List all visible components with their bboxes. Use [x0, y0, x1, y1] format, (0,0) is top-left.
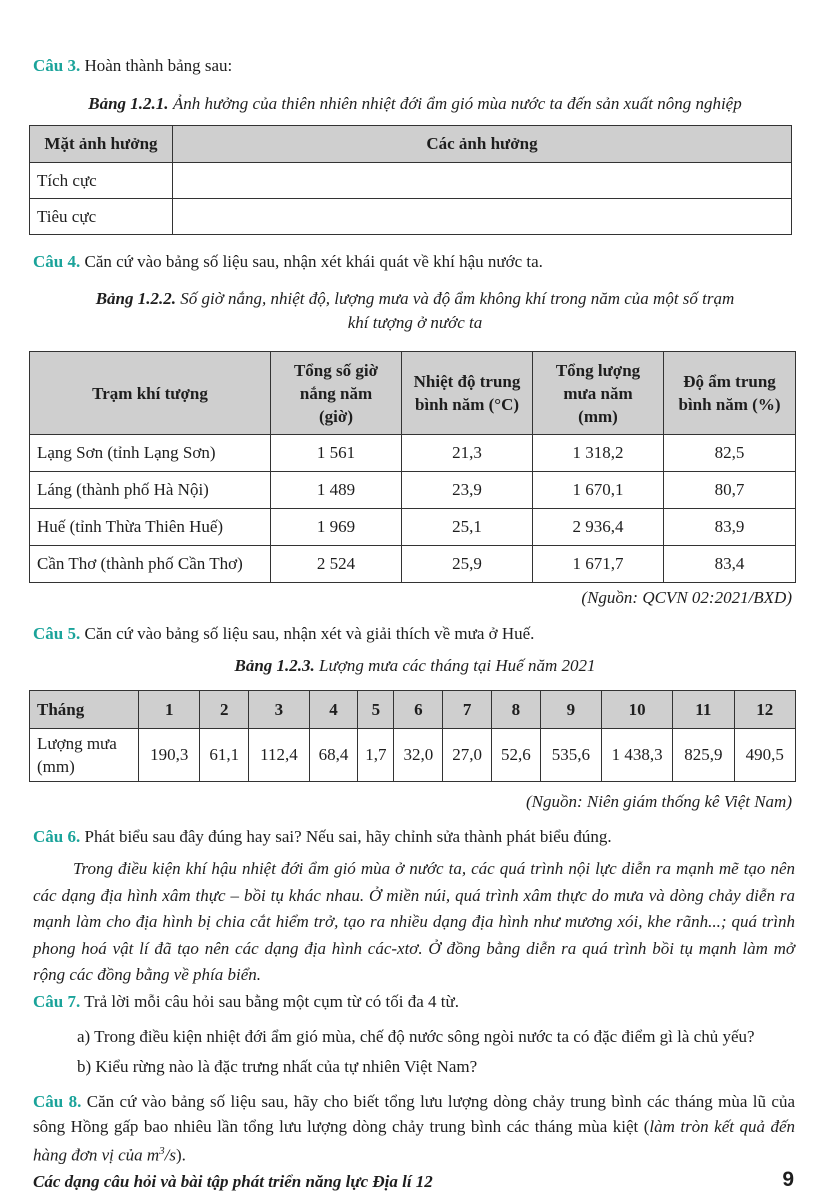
- month-cell: 8: [491, 691, 540, 729]
- caption-number: Bảng 1.2.3.: [234, 656, 315, 675]
- table-row: [30, 509, 796, 546]
- sunshine-value: 1 561: [271, 435, 402, 472]
- station-name: Láng (thành phố Hà Nội): [30, 472, 271, 509]
- table-row: [30, 163, 792, 199]
- table-row: [30, 729, 796, 782]
- unit-text: /s: [164, 1145, 177, 1165]
- row-label: Tích cực: [30, 163, 173, 199]
- month-cell: 12: [734, 691, 795, 729]
- book-title-footer: Các dạng câu hỏi và bài tập phát triển năng lực Địa lí 12: [33, 1172, 433, 1191]
- page-number: 9: [782, 1168, 794, 1191]
- caption-number: Bảng 1.2.1.: [88, 94, 169, 113]
- impact-table: [29, 125, 792, 235]
- column-header-temperature: Nhiệt độ trung bình năm (°C): [402, 352, 533, 435]
- table-caption: [0, 92, 830, 116]
- rainfall-cell: 68,4: [309, 729, 358, 782]
- question-label: Câu 3.: [33, 56, 81, 75]
- sub-question-a: a) Trong điều kiện nhiệt đới ẩm gió mùa, chế độ nước sông ngòi nước ta có đặc điểm gì là chủ yếu?: [77, 1027, 755, 1046]
- rainfall-cell: 490,5: [734, 729, 795, 782]
- rainfall-cell: 27,0: [443, 729, 492, 782]
- question-6: [33, 826, 612, 848]
- question-5: [33, 623, 534, 645]
- rainfall-cell: 535,6: [540, 729, 601, 782]
- month-cell: 4: [309, 691, 358, 729]
- humidity-value: 82,5: [664, 435, 796, 472]
- rainfall-cell: 1,7: [358, 729, 394, 782]
- question-label: Câu 7.: [33, 992, 81, 1011]
- month-cell: 2: [200, 691, 249, 729]
- caption-number: Bảng 1.2.2.: [95, 289, 176, 308]
- empty-answer-cell[interactable]: [173, 163, 792, 199]
- superscript: 3: [159, 1145, 165, 1157]
- question-text: Hoàn thành bảng sau:: [80, 56, 233, 75]
- column-header-station: Trạm khí tượng: [30, 352, 271, 435]
- row-header-rainfall: Lượng mưa (mm): [30, 729, 139, 782]
- question-label: Câu 6.: [33, 827, 81, 846]
- rainfall-cell: 61,1: [200, 729, 249, 782]
- rainfall-value: 1 670,1: [533, 472, 664, 509]
- rainfall-cell: 190,3: [139, 729, 200, 782]
- question-text: Trả lời mỗi câu hỏi sau bằng một cụm từ có tối đa 4 từ.: [80, 992, 459, 1011]
- question-label: Câu 8.: [33, 1092, 82, 1111]
- column-header-humidity: Độ ẩm trung bình năm (%): [664, 352, 796, 435]
- question-text: Căn cứ vào bảng số liệu sau, nhận xét khái quát về khí hậu nước ta.: [80, 252, 543, 271]
- column-header: Mặt ảnh hưởng: [30, 126, 173, 163]
- rainfall-cell: 52,6: [491, 729, 540, 782]
- table-row: [30, 435, 796, 472]
- sunshine-value: 1 489: [271, 472, 402, 509]
- temperature-value: 21,3: [402, 435, 533, 472]
- table-caption: [0, 654, 830, 678]
- month-cell: 5: [358, 691, 394, 729]
- question-italic-note: làm tròn kết quả đến hàng đơn vị của m: [33, 1117, 795, 1165]
- humidity-value: 83,4: [664, 546, 796, 583]
- caption-text: Ảnh hưởng của thiên nhiên nhiệt đới ẩm gió mùa nước ta đến sản xuất nông nghiệp: [168, 94, 742, 113]
- climate-stations-table: [29, 351, 796, 583]
- temperature-value: 23,9: [402, 472, 533, 509]
- statement-paragraph: Trong điều kiện khí hậu nhiệt đới ẩm gió mùa ở nước ta, các quá trình nội lực diễn ra mạnh mẽ tạo nên các dạng địa hình xâm thực – bồi tụ khác nhau. Ở miền núi, quá trình xâm thực do mưa và dòng chảy diễn ra mạnh làm cho địa hình bị chia cắt hiểm trở, tạo ra nhiều dạng địa hình như mương xói, khe rãnh...; quá trình phong hoá vật lí đã tạo nên các dạng địa hình các-xtơ. Ở đồng bằng diễn ra quá trình bồi tụ mạnh làm mở rộng các đồng bằng về phía biển.: [33, 859, 795, 984]
- question-3: [33, 55, 232, 77]
- column-header: Các ảnh hưởng: [173, 126, 792, 163]
- temperature-value: 25,9: [402, 546, 533, 583]
- table-row: [30, 546, 796, 583]
- station-name: Cần Thơ (thành phố Cần Thơ): [30, 546, 271, 583]
- table-row: [30, 199, 792, 235]
- question-text: Phát biểu sau đây đúng hay sai? Nếu sai, hãy chỉnh sửa thành phát biểu đúng.: [80, 827, 612, 846]
- station-name: Huế (tỉnh Thừa Thiên Huế): [30, 509, 271, 546]
- month-cell: 10: [602, 691, 673, 729]
- rainfall-value: 1 671,7: [533, 546, 664, 583]
- humidity-value: 83,9: [664, 509, 796, 546]
- month-cell: 3: [249, 691, 309, 729]
- caption-text-line2: khí tượng ở nước ta: [347, 313, 483, 332]
- station-name: Lạng Sơn (tỉnh Lạng Sơn): [30, 435, 271, 472]
- question-label: Câu 4.: [33, 252, 81, 271]
- table-source: (Nguồn: QCVN 02:2021/BXD): [581, 588, 792, 607]
- rainfall-cell: 32,0: [394, 729, 443, 782]
- humidity-value: 80,7: [664, 472, 796, 509]
- question-7: [33, 991, 459, 1013]
- row-label: Tiêu cực: [30, 199, 173, 235]
- question-text: Căn cứ vào bảng số liệu sau, hãy cho biết tổng lưu lượng dòng chảy trung bình các tháng mùa lũ của sông Hồng gấp bao nhiêu lần tổng lưu lượng dòng chảy trung bình các tháng mùa kiệt (: [33, 1092, 796, 1136]
- empty-answer-cell[interactable]: [173, 199, 792, 235]
- temperature-value: 25,1: [402, 509, 533, 546]
- rainfall-cell: 112,4: [249, 729, 309, 782]
- table-source: (Nguồn: Niên giám thống kê Việt Nam): [526, 792, 792, 811]
- caption-text: Số giờ nắng, nhiệt độ, lượng mưa và độ ẩm không khí trong năm của một số trạm: [175, 289, 735, 308]
- question-4: [33, 251, 543, 273]
- question-text: Căn cứ vào bảng số liệu sau, nhận xét và giải thích về mưa ở Huế.: [80, 624, 535, 643]
- table-caption: [0, 287, 830, 335]
- month-cell: 9: [540, 691, 601, 729]
- column-header-rainfall: Tổng lượng mưa năm (mm): [533, 352, 664, 435]
- month-cell: 1: [139, 691, 200, 729]
- month-cell: 6: [394, 691, 443, 729]
- column-header-sunshine: Tổng số giờ nắng năm (giờ): [271, 352, 402, 435]
- monthly-rainfall-table: [29, 690, 796, 782]
- question-text-end: ).: [176, 1145, 186, 1165]
- rainfall-cell: 1 438,3: [602, 729, 673, 782]
- sunshine-value: 1 969: [271, 509, 402, 546]
- caption-text: Lượng mưa các tháng tại Huế năm 2021: [314, 656, 596, 675]
- row-header-month: Tháng: [30, 691, 139, 729]
- month-cell: 11: [673, 691, 734, 729]
- month-cell: 7: [443, 691, 492, 729]
- table-row: [30, 472, 796, 509]
- sub-question-b: b) Kiểu rừng nào là đặc trưng nhất của tự nhiên Việt Nam?: [77, 1057, 478, 1076]
- rainfall-value: 1 318,2: [533, 435, 664, 472]
- rainfall-value: 2 936,4: [533, 509, 664, 546]
- sunshine-value: 2 524: [271, 546, 402, 583]
- question-8: [33, 1089, 795, 1168]
- rainfall-cell: 825,9: [673, 729, 734, 782]
- question-label: Câu 5.: [33, 624, 81, 643]
